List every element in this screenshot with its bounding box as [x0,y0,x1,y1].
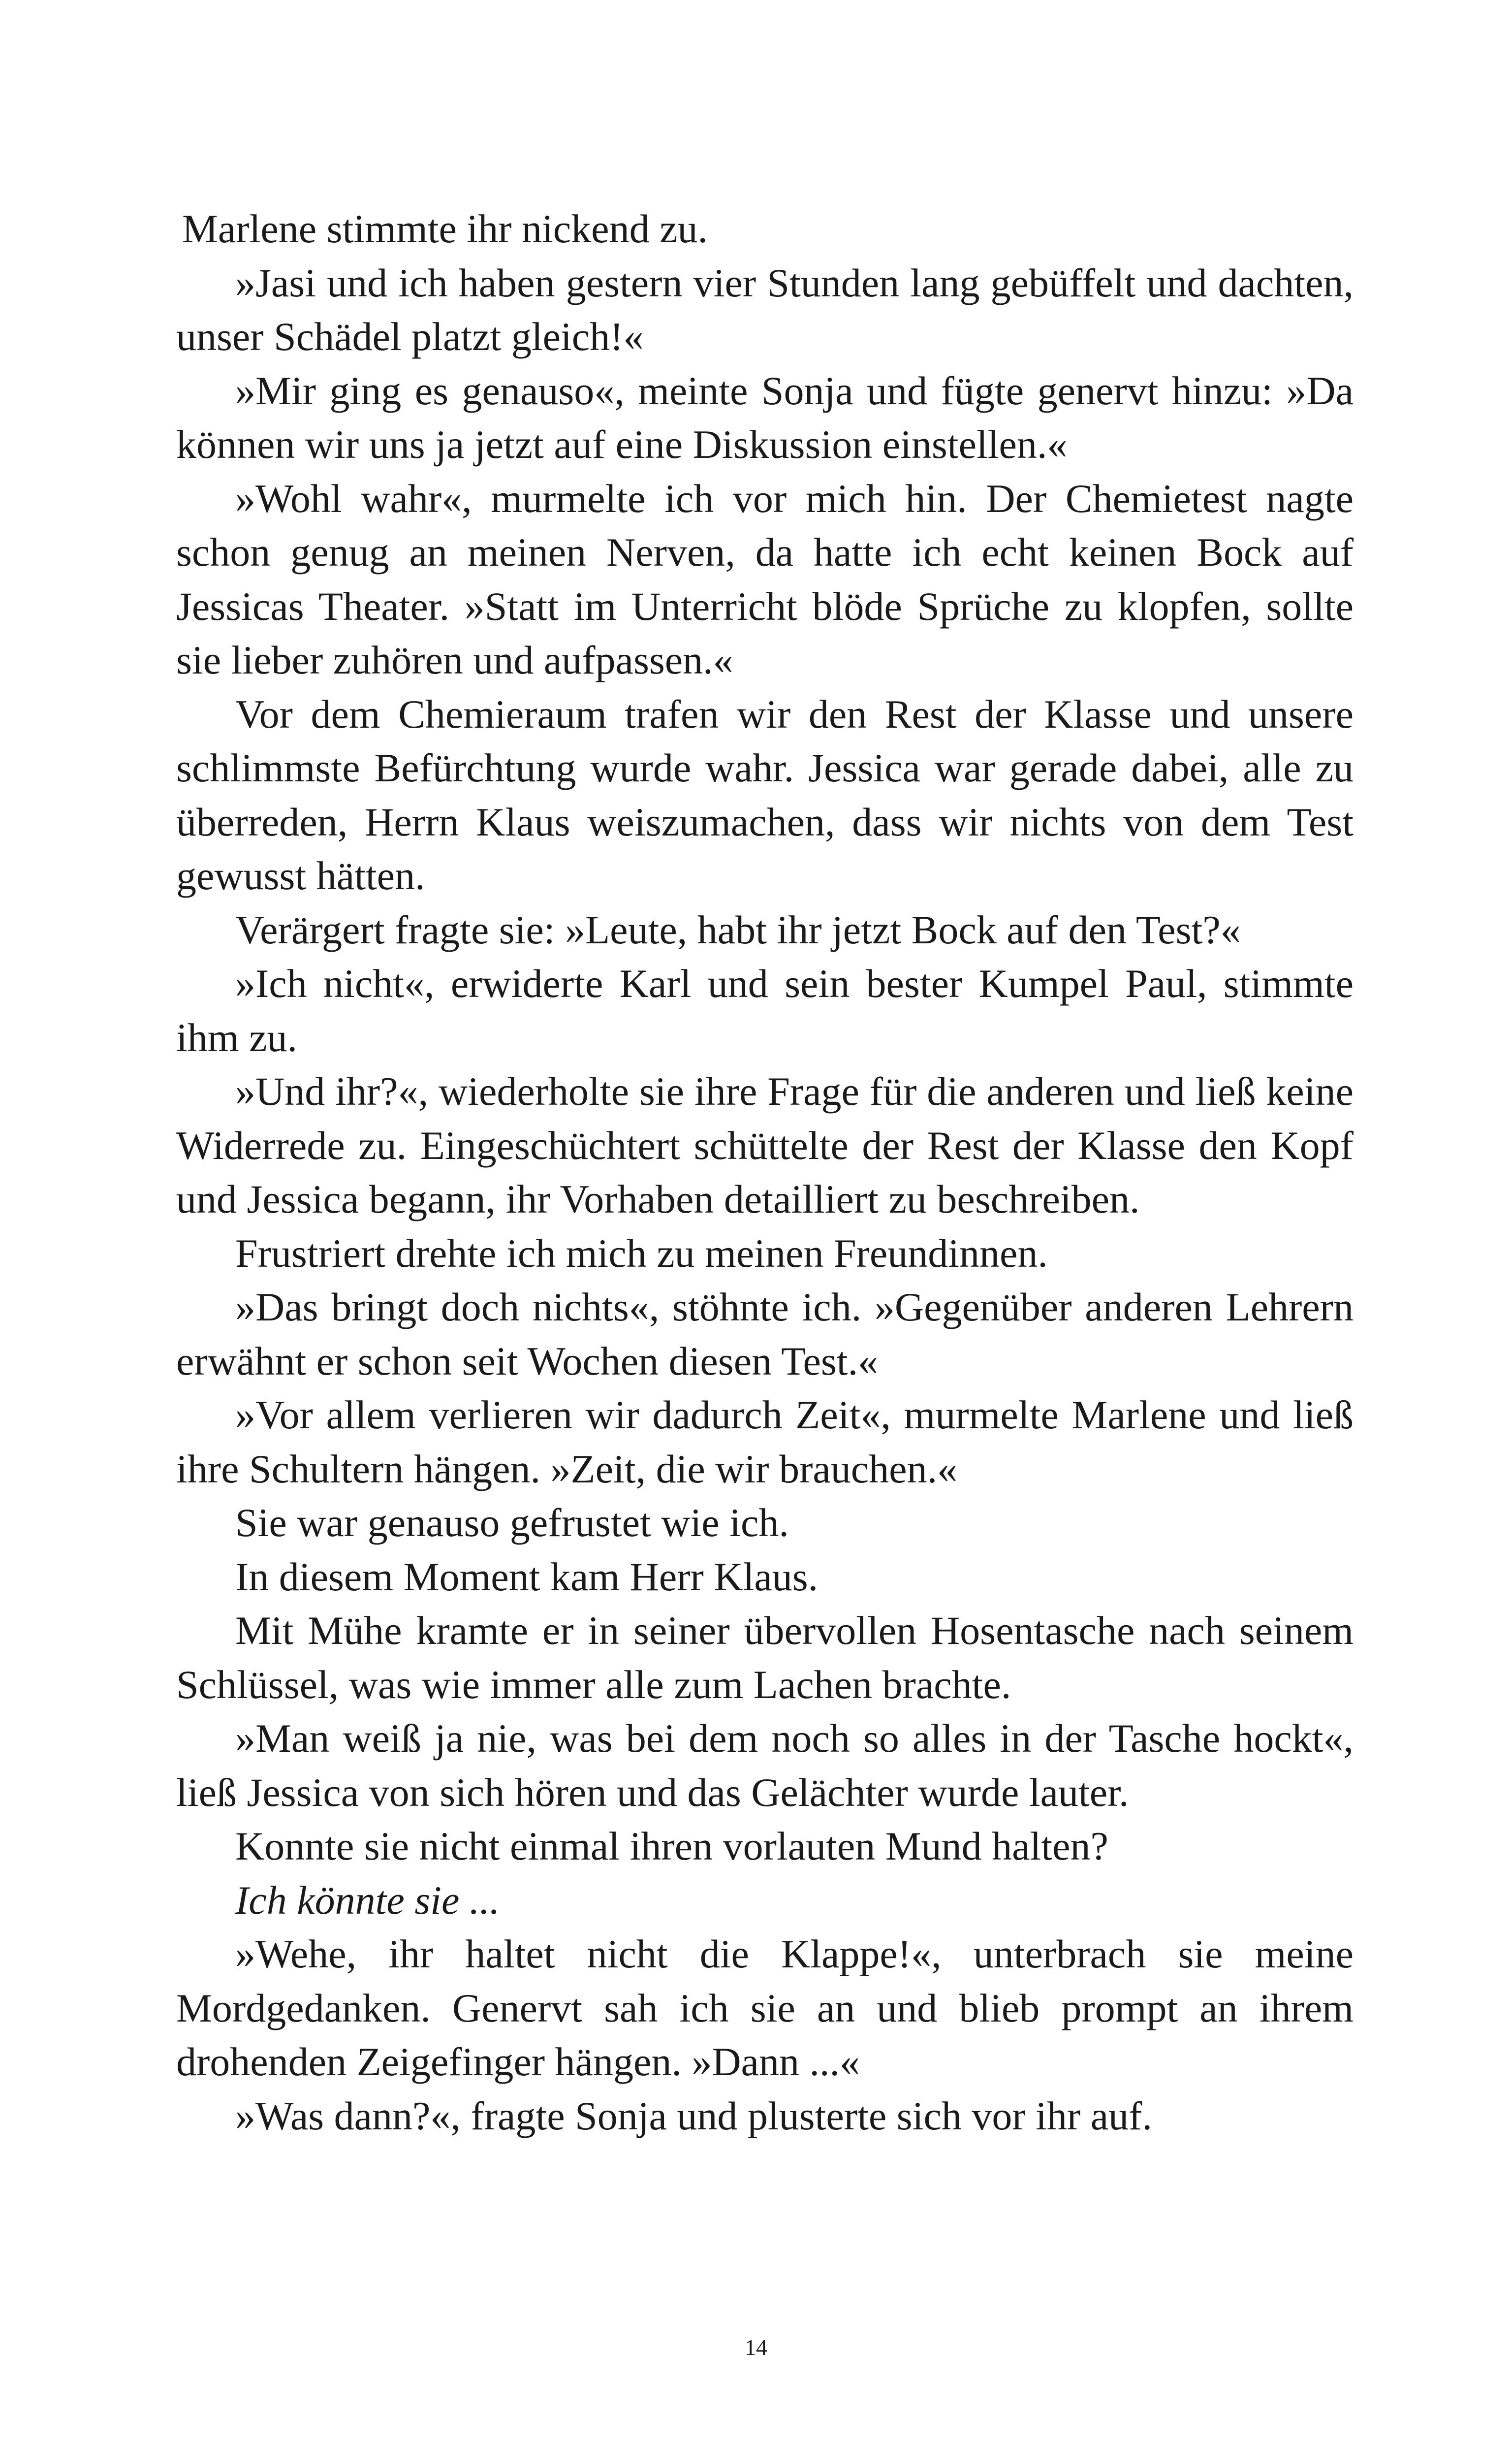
paragraph: »Wohl wahr«, murmelte ich vor mich hin. Der Chemietest nagte schon genug an meinen Nerven, da hatte ich echt keinen Bock auf Jessicas Theater. »Statt im Unterricht blöde Sprüche zu klopfen, sollte sie lieber zuhören und aufpassen.« [176,476,1354,682]
paragraph: Vor dem Chemieraum trafen wir den Rest der Klasse und unsere schlimmste Befürchtung wurde wahr. Jessica war gerade dabei, alle zu überreden, Herrn Klaus weiszumachen, dass wir nichts von dem Test gewusst hätten. [176,691,1354,898]
paragraph: »Vor allem verlieren wir dadurch Zeit«, murmelte Marlene und ließ ihre Schultern hängen. »Zeit, die wir brauchen.« [176,1392,1354,1491]
paragraph: Mit Mühe kramte er in seiner übervollen Hosentasche nach seinem Schlüssel, was wie immer alle zum Lachen brachte. [176,1608,1354,1707]
paragraph: »Ich nicht«, erwiderte Karl und sein bester Kumpel Paul, stimmte ihm zu. [176,961,1354,1060]
body-text [176,202,1354,2143]
paragraph: »Was dann?«, fragte Sonja und plusterte sich vor ihr auf. [235,2093,1152,2138]
paragraph: Sie war genauso gefrustet wie ich. [235,1500,789,1545]
paragraph: »Das bringt doch nichts«, stöhnte ich. »Gegenüber anderen Lehrern erwähnt er schon seit Wochen diesen Test.« [176,1285,1354,1383]
paragraph: Konnte sie nicht einmal ihren vorlauten Mund halten? [235,1824,1108,1868]
paragraph: In diesem Moment kam Herr Klaus. [235,1554,819,1599]
paragraph: »Man weiß ja nie, was bei dem noch so alles in der Tasche hockt«, ließ Jessica von sich hören und das Gelächter wurde lauter. [176,1716,1354,1815]
page-number: 14 [745,2335,767,2360]
paragraph: »Jasi und ich haben gestern vier Stunden lang gebüffelt und dachten, unser Schädel platzt gleich!« [176,260,1354,359]
paragraph: »Und ihr?«, wiederholte sie ihre Frage für die anderen und ließ keine Widerrede zu. Eingeschüchtert schüttelte der Rest der Klasse den Kopf und Jessica begann, ihr Vorhaben detailliert zu beschreiben. [176,1069,1354,1222]
paragraph: Frustriert drehte ich mich zu meinen Freundinnen. [235,1230,1048,1276]
paragraph: Verärgert fragte sie: »Leute, habt ihr jetzt Bock auf den Test?« [235,907,1241,952]
paragraph: Marlene stimmte ihr nickend zu. [182,206,708,251]
italic-thought: Ich könnte sie ... [235,1877,500,1923]
paragraph: »Mir ging es genauso«, meinte Sonja und fügte genervt hinzu: »Da können wir uns ja jetzt auf eine Diskussion einstellen.« [176,368,1354,467]
paragraph: »Wehe, ihr haltet nicht die Klappe!«, unterbrach sie meine Mordgedanken. Genervt sah ich sie an und blieb prompt an ihrem drohenden Zeigefinger hängen. »Dann ...« [176,1931,1354,2084]
